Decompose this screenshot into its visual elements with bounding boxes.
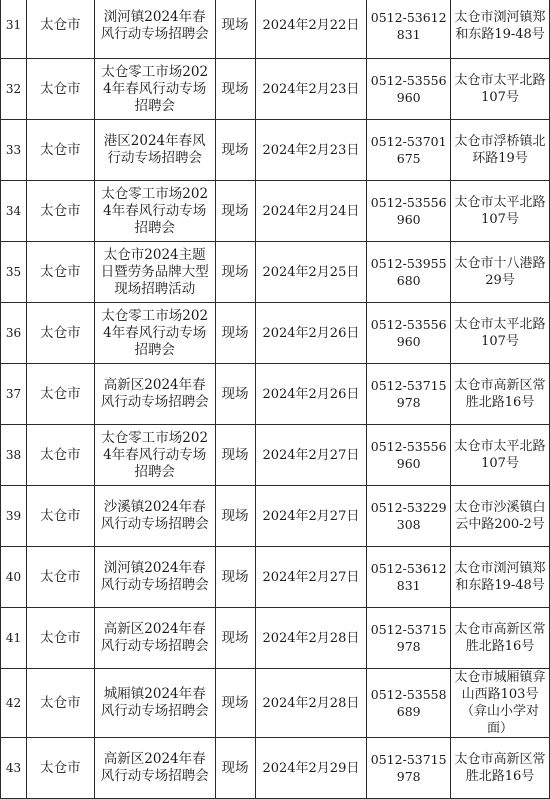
fair-name-cell: 太仓零工市场2024年春风行动专场招聘会 <box>94 181 215 242</box>
city-cell: 太仓市 <box>26 547 94 608</box>
format-cell: 现场 <box>215 0 255 59</box>
fair-name-cell: 高新区2024年春风行动专场招聘会 <box>94 738 215 799</box>
address-cell: 太仓市城厢镇弇山西路103号（弇山小学对面） <box>451 669 550 738</box>
date-cell: 2024年2月25日 <box>255 242 367 303</box>
fair-name-cell: 浏河镇2024年春风行动专场招聘会 <box>94 547 215 608</box>
address-cell: 太仓市太平北路107号 <box>451 59 550 120</box>
table-row <box>1 364 550 425</box>
format-cell: 现场 <box>215 303 255 364</box>
format-cell: 现场 <box>215 59 255 120</box>
date-cell: 2024年2月27日 <box>255 486 367 547</box>
row-number: 40 <box>1 547 27 608</box>
table-row <box>1 425 550 486</box>
format-cell: 现场 <box>215 425 255 486</box>
phone-cell: 0512-53612831 <box>367 0 451 59</box>
format-cell: 现场 <box>215 547 255 608</box>
row-number: 41 <box>1 608 27 669</box>
phone-cell: 0512-53556960 <box>367 181 451 242</box>
fair-name-cell: 浏河镇2024年春风行动专场招聘会 <box>94 0 215 59</box>
fair-name-cell: 城厢镇2024年春风行动专场招聘会 <box>94 669 215 738</box>
phone-cell: 0512-53556960 <box>367 425 451 486</box>
format-cell: 现场 <box>215 364 255 425</box>
city-cell: 太仓市 <box>26 669 94 738</box>
fair-name-cell: 太仓零工市场2024年春风行动专场招聘会 <box>94 59 215 120</box>
address-cell: 太仓市沙溪镇白云中路200-2号 <box>451 486 550 547</box>
city-cell: 太仓市 <box>26 738 94 799</box>
fair-name-cell: 高新区2024年春风行动专场招聘会 <box>94 608 215 669</box>
table-row <box>1 669 550 738</box>
fair-name-cell: 太仓零工市场2024年春风行动专场招聘会 <box>94 425 215 486</box>
city-cell: 太仓市 <box>26 303 94 364</box>
format-cell: 现场 <box>215 608 255 669</box>
address-cell: 太仓市太平北路107号 <box>451 425 550 486</box>
table-row <box>1 303 550 364</box>
table-row <box>1 738 550 799</box>
table-row <box>1 59 550 120</box>
format-cell: 现场 <box>215 120 255 181</box>
date-cell: 2024年2月26日 <box>255 303 367 364</box>
row-number: 35 <box>1 242 27 303</box>
table-row <box>1 608 550 669</box>
address-cell: 太仓市浮桥镇北环路19号 <box>451 120 550 181</box>
phone-cell: 0512-53558689 <box>367 669 451 738</box>
address-cell: 太仓市太平北路107号 <box>451 303 550 364</box>
date-cell: 2024年2月23日 <box>255 120 367 181</box>
city-cell: 太仓市 <box>26 486 94 547</box>
row-number: 43 <box>1 738 27 799</box>
row-number: 37 <box>1 364 27 425</box>
row-number: 31 <box>1 0 27 59</box>
address-cell: 太仓市十八港路29号 <box>451 242 550 303</box>
date-cell: 2024年2月27日 <box>255 425 367 486</box>
table-row <box>1 181 550 242</box>
table-row <box>1 547 550 608</box>
date-cell: 2024年2月23日 <box>255 59 367 120</box>
table-row <box>1 486 550 547</box>
format-cell: 现场 <box>215 738 255 799</box>
phone-cell: 0512-53715978 <box>367 364 451 425</box>
phone-cell: 0512-53955680 <box>367 242 451 303</box>
format-cell: 现场 <box>215 181 255 242</box>
table-row <box>1 120 550 181</box>
phone-cell: 0512-53229308 <box>367 486 451 547</box>
address-cell: 太仓市浏河镇郑和东路19-48号 <box>451 547 550 608</box>
table-row <box>1 242 550 303</box>
fair-name-cell: 沙溪镇2024年春风行动专场招聘会 <box>94 486 215 547</box>
phone-cell: 0512-53556960 <box>367 303 451 364</box>
row-number: 34 <box>1 181 27 242</box>
phone-cell: 0512-53715978 <box>367 738 451 799</box>
city-cell: 太仓市 <box>26 181 94 242</box>
phone-cell: 0512-53612831 <box>367 547 451 608</box>
date-cell: 2024年2月28日 <box>255 669 367 738</box>
phone-cell: 0512-53556960 <box>367 59 451 120</box>
address-cell: 太仓市高新区常胜北路16号 <box>451 608 550 669</box>
table-body <box>1 0 550 799</box>
table-row <box>1 0 550 59</box>
row-number: 36 <box>1 303 27 364</box>
fair-name-cell: 太仓市2024主题日暨劳务品牌大型现场招聘活动 <box>94 242 215 303</box>
date-cell: 2024年2月28日 <box>255 608 367 669</box>
city-cell: 太仓市 <box>26 425 94 486</box>
city-cell: 太仓市 <box>26 364 94 425</box>
phone-cell: 0512-53715978 <box>367 608 451 669</box>
city-cell: 太仓市 <box>26 120 94 181</box>
format-cell: 现场 <box>215 669 255 738</box>
fair-name-cell: 太仓零工市场2024年春风行动专场招聘会 <box>94 303 215 364</box>
address-cell: 太仓市高新区常胜北路16号 <box>451 364 550 425</box>
date-cell: 2024年2月29日 <box>255 738 367 799</box>
row-number: 38 <box>1 425 27 486</box>
city-cell: 太仓市 <box>26 59 94 120</box>
format-cell: 现场 <box>215 486 255 547</box>
phone-cell: 0512-53701675 <box>367 120 451 181</box>
row-number: 32 <box>1 59 27 120</box>
row-number: 42 <box>1 669 27 738</box>
city-cell: 太仓市 <box>26 242 94 303</box>
row-number: 39 <box>1 486 27 547</box>
city-cell: 太仓市 <box>26 0 94 59</box>
address-cell: 太仓市浏河镇郑和东路19-48号 <box>451 0 550 59</box>
date-cell: 2024年2月22日 <box>255 0 367 59</box>
date-cell: 2024年2月27日 <box>255 547 367 608</box>
fair-name-cell: 高新区2024年春风行动专场招聘会 <box>94 364 215 425</box>
date-cell: 2024年2月24日 <box>255 181 367 242</box>
fair-name-cell: 港区2024年春风行动专场招聘会 <box>94 120 215 181</box>
address-cell: 太仓市太平北路107号 <box>451 181 550 242</box>
row-number: 33 <box>1 120 27 181</box>
address-cell: 太仓市高新区常胜北路16号 <box>451 738 550 799</box>
city-cell: 太仓市 <box>26 608 94 669</box>
date-cell: 2024年2月26日 <box>255 364 367 425</box>
format-cell: 现场 <box>215 242 255 303</box>
